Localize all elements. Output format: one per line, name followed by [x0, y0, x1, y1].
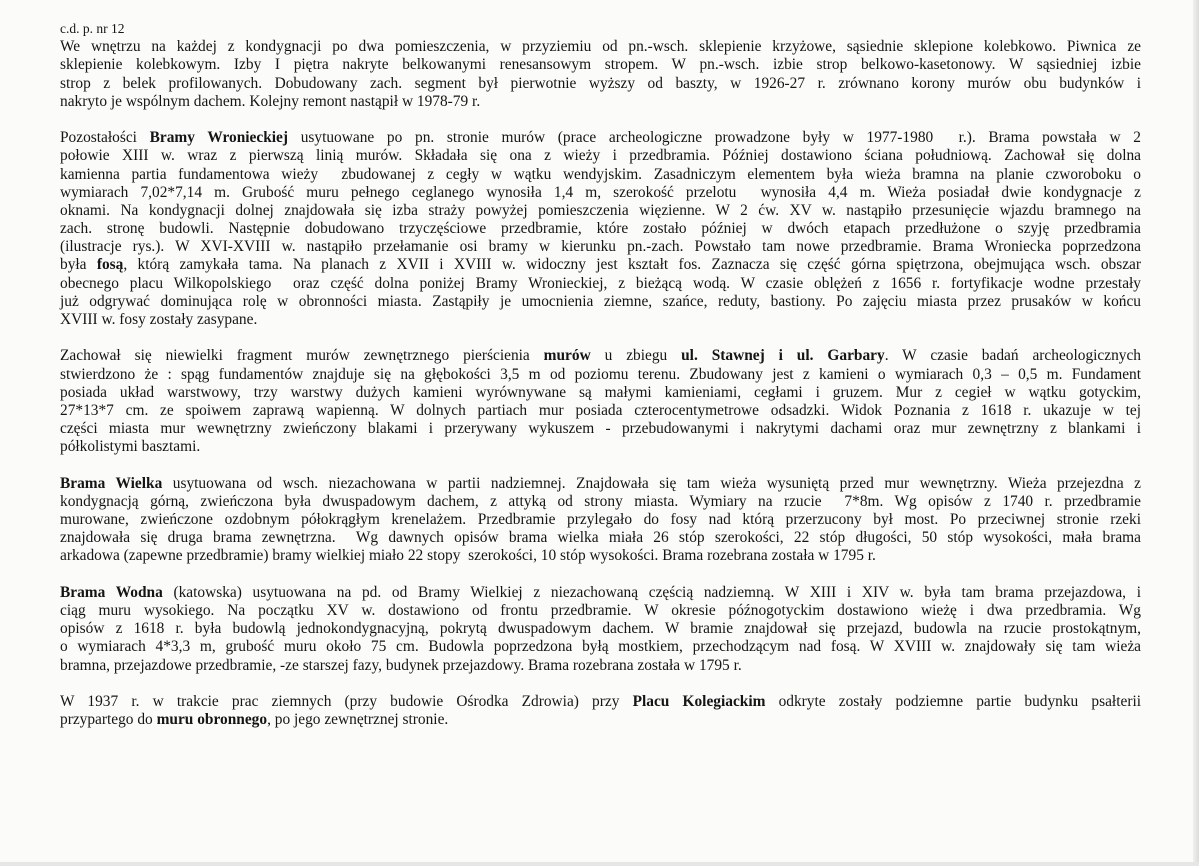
text-run: stwierdzono że : spąg fundamentów znajduje się na głębokości 3,5 m od poziomu terenu. Zbudowany jest z kamieni o wymiarach 0,3 – 0,5 m. Fundament: [60, 365, 1141, 383]
paragraph: [60, 347, 1141, 456]
text-line: [60, 475, 1141, 493]
text-run: sklepienie kolebkowym. Izby I piętra nakryte belkowanymi renesansowym stropem. W pn.-wsch. izbie strop belkowo-kasetonowy. W sąsiedniej izbie: [60, 56, 1141, 74]
text-run: opisów z 1618 r. była budowlą jednokondygnacyjną, pokrytą dwuspadowym dachem. W bramie znajdował się przejazd, budowla na rzucie prostokątnym,: [60, 620, 1141, 638]
text-run: 27*13*7 cm. ze spoiwem zaprawą wapienną. W dolnych partiach mur posiada czterocentymetrowe odsadzki. Widok Poznania z 1618 r. ukazuje w tej: [60, 401, 1141, 419]
text-run: W 1937 r. w trakcie prac ziemnych (przy budowie Ośrodka Zdrowia) przy: [60, 692, 633, 710]
text-line: [60, 256, 1141, 274]
text-line: [60, 366, 1141, 384]
text-line: [60, 56, 1141, 74]
bold-text: Brama Wielka: [60, 474, 163, 492]
text-line: [60, 238, 1141, 256]
text-line: [60, 275, 1141, 293]
text-run: u zbiegu: [590, 347, 682, 365]
paragraph: [60, 475, 1141, 566]
text-line: [60, 438, 1141, 456]
text-run: posiada układ warstwowy, trzy warstwy dużych kamieni wyrównywane są małymi kamieniami, cegłami i gruzem. Mur z cegieł w wątku gotyckim,: [60, 383, 1141, 401]
text-line: [60, 402, 1141, 420]
text-run: części miasta mur wewnętrzny zwieńczony blakami i przerywany wykuszem - przebudowanymi i nakrytymi dachami oraz mur zewnętrzny z blankami i: [60, 420, 1141, 438]
bold-text: ul. Stawnej i ul. Garbary: [681, 347, 885, 365]
text-line: [60, 129, 1141, 147]
text-line: [60, 620, 1141, 638]
text-line: [60, 347, 1141, 365]
text-run: . W czasie badań archeologicznych: [884, 347, 1141, 365]
text-run: odkryte zostały podziemne partie budynku psałterii: [765, 692, 1141, 710]
text-run: obecnego placu Wilkopolskiego oraz część dolna poniżej Bramy Wronieckiej, z bieżącą wodą. W czasie oblężeń z 1656 r. fortyfikacje wodne przestały: [60, 274, 1141, 292]
text-line: [60, 529, 1141, 547]
text-run: ciąg muru wysokiego. Na początku XV w. dostawiono od frontu przedbramie. W okresie późnogotyckim dostawiono wieżę i dwa przedbramia. Wg: [60, 602, 1141, 619]
text-run: Zachował się niewielki fragment murów zewnętrznego pierścienia: [60, 347, 544, 365]
text-run: bramna, przejazdowe przedbramie, -ze starszej fazy, budynek przejazdowy. Brama rozebrana została w 1795 r.: [60, 656, 742, 674]
text-line: [60, 147, 1141, 165]
text-run: wymiarach 7,02*7,14 m. Grubość muru pełnego ceglanego wynosiła 1,4 m, szerokość przelotu wynosiła 4,4 m. Wieża posiadał dwie kondygnacje z: [60, 183, 1141, 201]
text-run: oknami. Na kondygnacji dolnej znajdowała się izba straży powyżej pomieszczenia więzienne. W 2 ćw. XV w. nastąpiło przesunięcie wjazdu bramnego na: [60, 201, 1141, 219]
text-line: [60, 511, 1141, 529]
text-line: [60, 584, 1141, 602]
text-run: kamienna partia fundamentowa wieży zbudowanej z cegły w wątku wendyjskim. Zasadniczym elementem była wieża bramna na planie czworoboku o: [60, 165, 1141, 183]
scan-edge-bottom: [0, 862, 1199, 866]
text-run: już odgrywać dominująca rolę w obronności miasta. Zastąpiły je umocnienia ziemne, szańce, reduty, bastiony. Po zajęciu miasta przez prusaków w końcu: [60, 292, 1141, 310]
document-body: [60, 38, 1141, 729]
text-run: przypartego do: [60, 711, 157, 729]
bold-text: murów: [543, 347, 591, 365]
text-run: kondygnacją górną, zwieńczona była dwuspadowym dachem, z attyką od strony miasta. Wymiary na rzucie 7*8m. Wg opisów z 1740 r. przedbramie: [60, 492, 1141, 510]
text-line: [60, 657, 1141, 675]
text-run: półkolistymi basztami.: [60, 438, 201, 456]
text-line: [60, 166, 1141, 184]
text-line: [60, 93, 1141, 111]
text-run: , którą zamykała tama. Na planach z XVII i XVIII w. widoczny jest kształt fos. Zaznacza się część górna spiętrzona, obejmująca wsch. obszar: [123, 256, 1141, 274]
text-line: [60, 547, 1141, 565]
text-run: (katowska) usytuowana na pd. od Bramy Wielkiej z niezachowaną częścią nadziemną. W XIII i XIV w. była tam brama przejazdowa, i: [162, 583, 1141, 601]
text-run: strop z belek profilowanych. Dobudowany zach. segment był pierwotnie wyższy od baszty, w 1926-27 r. zrównano korony murów obu budynków i: [60, 74, 1141, 92]
text-line: [60, 220, 1141, 238]
text-run: o wymiarach 4*3,3 m, grubość muru około 75 cm. Budowla poprzedzona byłą mostkiem, przechodzącym nad fosą. W XVIII w. znajdowały się tam wieża: [60, 638, 1141, 656]
text-run: , po jego zewnętrznej stronie.: [267, 711, 449, 729]
text-line: [60, 693, 1141, 711]
paragraph: [60, 38, 1141, 111]
document-page: [60, 20, 1141, 748]
text-run: murowane, zwieńczone ozdobnym półokrągłym krenelażem. Przedbramie przylegało do fosy nad którą przerzucony był most. Po przeciwnej stronie rzeki: [60, 511, 1141, 529]
text-line: [60, 602, 1141, 620]
text-run: połowie XIII w. wraz z pierwszą linią murów. Składała się ona z wieży i przedbramia. Później dostawiono ściana południową. Zachował się dolna: [60, 147, 1141, 165]
text-run: usytuowane po pn. stronie murów (prace archeologiczne prowadzone były w 1977-1980 r.). Brama powstała w 2: [288, 129, 1141, 147]
bold-text: Brama Wodna: [60, 583, 163, 601]
paragraph: [60, 584, 1141, 675]
text-line: [60, 202, 1141, 220]
paragraph: [60, 693, 1141, 729]
text-line: [60, 638, 1141, 656]
text-run: zach. stronę budowli. Następnie dobudowano trzyczęściowe przedbramie, które zostało później w dwóch etapach przedłużone o szyję przedbramia: [60, 220, 1141, 238]
text-line: [60, 420, 1141, 438]
text-line: [60, 293, 1141, 311]
page-header: c.d. p. nr 12: [60, 21, 125, 36]
text-line: [60, 311, 1141, 329]
text-run: We wnętrzu na każdej z kondygnacji po dwa pomieszczenia, w przyziemiu od pn.-wsch. sklepienie krzyżowe, sąsiednie sklepione kolebkowo. Piwnica ze: [60, 38, 1141, 56]
bold-text: fosą: [96, 256, 124, 274]
text-run: znajdowała się druga brama zewnętrzna. Wg dawnych opisów brama wielka miała 26 stóp szerokości, 22 stóp długości, 50 stóp wysokości, mała brama: [60, 529, 1141, 547]
bold-text: Placu Kolegiackim: [632, 692, 766, 710]
text-line: [60, 384, 1141, 402]
paragraph: [60, 129, 1141, 329]
text-run: usytuowana od wsch. niezachowana w partii nadziemnej. Znajdowała się tam wieża wysuniętą przed mur wewnętrzny. Wieża przejezdna z: [162, 474, 1141, 492]
text-run: nakryto je wspólnym dachem. Kolejny remont nastąpił w 1978-79 r.: [60, 92, 481, 110]
text-run: Pozostałości: [60, 129, 150, 147]
bold-text: muru obronnego: [156, 711, 268, 729]
text-line: [60, 184, 1141, 202]
text-line: [60, 493, 1141, 511]
text-run: arkadowa (zapewne przedbramie) bramy wielkiej miało 22 stopy szerokości, 10 stóp wysokości. Brama rozebrana została w 1795 r.: [60, 547, 876, 565]
text-line: [60, 711, 1141, 729]
text-line: [60, 75, 1141, 93]
text-line: [60, 38, 1141, 56]
bold-text: Bramy Wronieckiej: [149, 129, 289, 147]
text-run: (ilustracje rys.). W XVI-XVIII w. nastąpiło przełamanie osi bramy w kierunku pn.-zach. Powstało tam nowe przedbramie. Brama Wroniecka poprzedzona: [60, 238, 1141, 256]
text-run: była: [60, 256, 97, 274]
scan-edge-right: [1193, 0, 1199, 866]
text-run: XVIII w. fosy zostały zasypane.: [60, 311, 258, 328]
